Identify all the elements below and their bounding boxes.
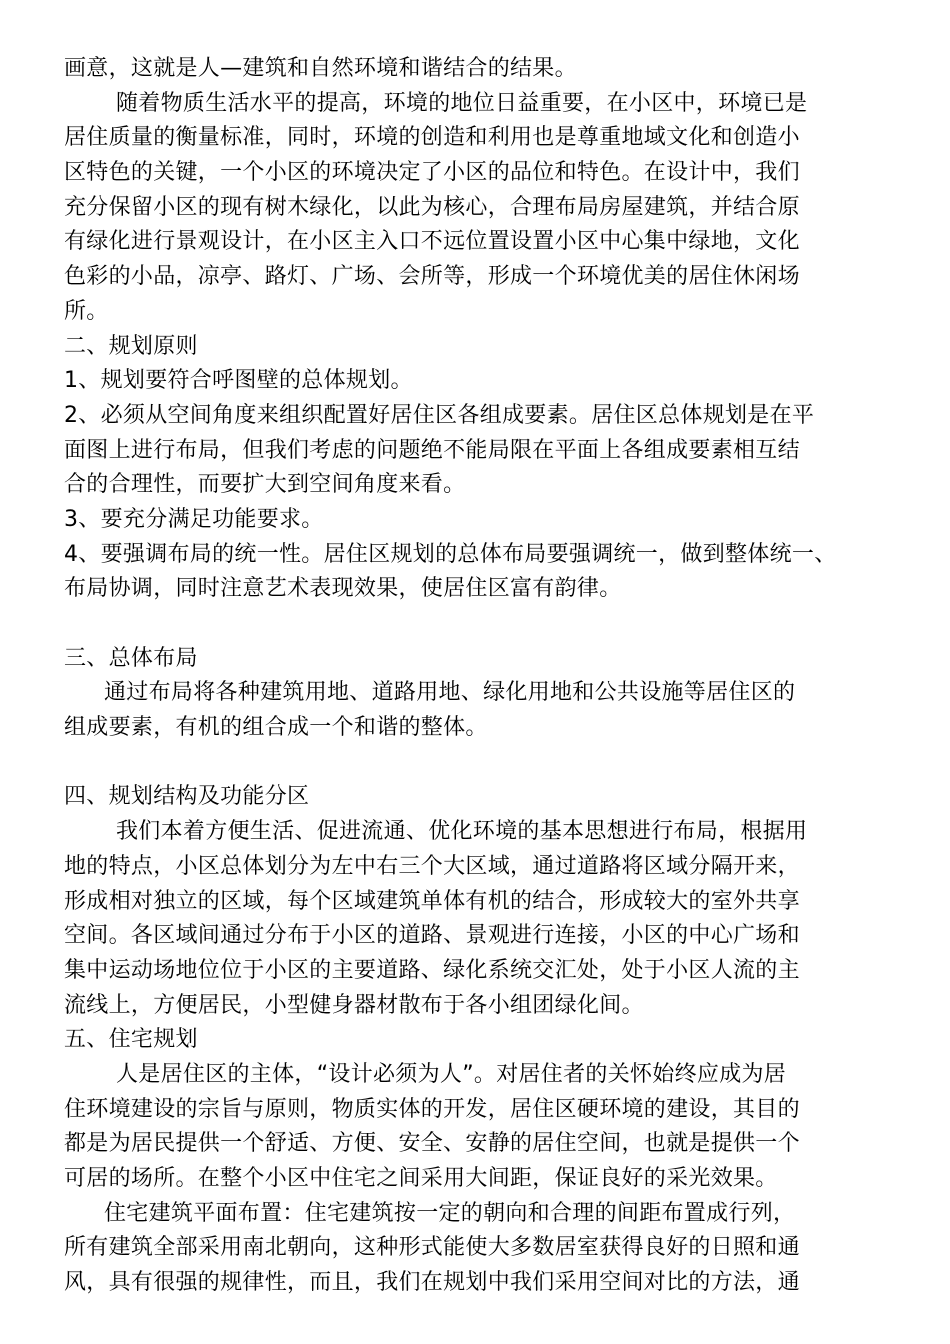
paragraph-line: 我们本着方便生活、促进流通、优化环境的基本思想进行布局，根据用 — [116, 819, 808, 845]
document-body — [64, 52, 894, 1301]
paragraph-line: 色彩的小品，凉亭、路灯、广场、会所等，形成一个环境优美的居住休闲场 — [64, 264, 800, 290]
paragraph-line: 充分保留小区的现有树木绿化，以此为核心，合理布局房屋建筑，并结合原 — [64, 194, 800, 220]
paragraph-line: 可居的场所。在整个小区中住宅之间采用大间距，保证良好的采光效果。 — [64, 1166, 778, 1191]
paragraph-line: 地的特点，小区总体划分为左中右三个大区域，通过道路将区域分隔开来， — [64, 853, 800, 879]
paragraph-line: 面图上进行布局，但我们考虑的问题绝不能局限在平面上各组成要素相互结 — [64, 437, 800, 463]
section-heading: 四、规划结构及功能分区 — [64, 784, 310, 810]
paragraph-line: 布局协调，同时注意艺术表现效果，使居住区富有韵律。 — [64, 576, 622, 602]
paragraph-line: 所。 — [64, 298, 109, 324]
paragraph-line: 有绿化进行景观设计，在小区主入口不远位置设置小区中心集中绿地，文化 — [64, 229, 800, 255]
paragraph-line: 集中运动场地位位于小区的主要道路、绿化系统交汇处，处于小区人流的主 — [64, 957, 800, 983]
paragraph-line: 风，具有很强的规律性，而且，我们在规划中我们采用空间对比的方法，通 — [64, 1270, 800, 1296]
paragraph-line: 组成要素，有机的组合成一个和谐的整体。 — [64, 715, 488, 741]
list-item: 3、要充分满足功能要求。 — [64, 506, 324, 532]
section-heading: 五、住宅规划 — [64, 1027, 198, 1053]
paragraph-line: 画意，这就是人—建筑和自然环境和谐结合的结果。 — [64, 56, 577, 81]
paragraph-line: 所有建筑全部采用南北朝向，这种形式能使大多数居室获得良好的日照和通 — [64, 1235, 800, 1261]
paragraph-line: 区特色的关键，一个小区的环境决定了小区的品位和特色。在设计中，我们 — [64, 160, 800, 186]
paragraph-line: 人是居住区的主体，“设计必须为人”。对居住者的关怀始终应成为居 — [116, 1061, 787, 1087]
paragraph-line: 住宅建筑平面布置：住宅建筑按一定的朝向和合理的间距布置成行列， — [104, 1200, 796, 1226]
list-item: 4、要强调布局的统一性。居住区规划的总体布局要强调统一，做到整体统一、 — [64, 541, 837, 567]
paragraph-line: 居住质量的衡量标准，同时，环境的创造和利用也是尊重地域文化和创造小 — [64, 125, 800, 151]
paragraph-line: 住环境建设的宗旨与原则，物质实体的开发，居住区硬环境的建设，其目的 — [64, 1096, 800, 1122]
paragraph-line: 都是为居民提供一个舒适、方便、安全、安静的居住空间，也就是提供一个 — [64, 1131, 800, 1157]
paragraph-line: 形成相对独立的区域，每个区域建筑单体有机的结合，形成较大的室外共享 — [64, 888, 800, 914]
paragraph-line: 通过布局将各种建筑用地、道路用地、绿化用地和公共设施等居住区的 — [104, 680, 796, 706]
paragraph-line: 空间。各区域间通过分布于小区的道路、景观进行连接，小区的中心广场和 — [64, 923, 800, 949]
blank-line — [64, 607, 894, 642]
section-heading: 二、规划原则 — [64, 333, 198, 359]
paragraph-line: 合的合理性，而要扩大到空间角度来看。 — [64, 472, 466, 498]
list-item: 1、规划要符合呼图壁的总体规划。 — [64, 368, 413, 394]
paragraph-line: 流线上，方便居民，小型健身器材散布于各小组团绿化间。 — [64, 992, 644, 1018]
paragraph-line: 随着物质生活水平的提高，环境的地位日益重要，在小区中，环境已是 — [116, 90, 808, 116]
list-item: 2、必须从空间角度来组织配置好居住区各组成要素。居住区总体规划是在平 — [64, 402, 815, 428]
blank-line — [64, 746, 894, 781]
section-heading: 三、总体布局 — [64, 645, 198, 671]
